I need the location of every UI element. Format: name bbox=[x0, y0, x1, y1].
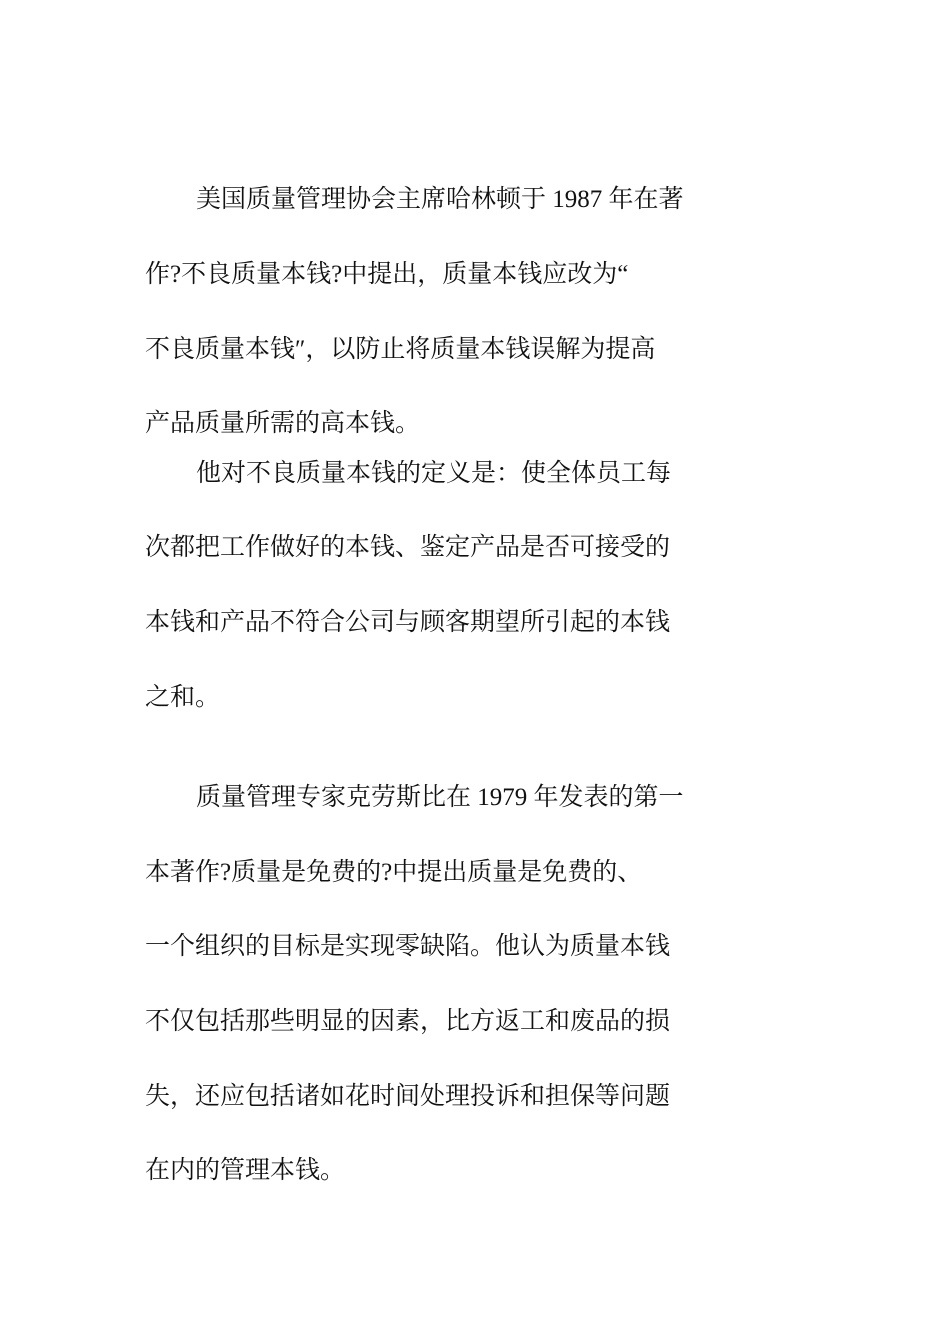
paragraph-line: 不良质量本钱″，以防止将质量本钱误解为提高 bbox=[145, 336, 656, 363]
paragraph-line: 不仅包括那些明显的因素，比方返工和废品的损 bbox=[145, 1008, 671, 1035]
paragraph-line: 次都把工作做好的本钱、鉴定产品是否可接受的 bbox=[145, 534, 671, 561]
paragraph-line: 本钱和产品不符合公司与顾客期望所引起的本钱 bbox=[145, 609, 671, 636]
paragraph-line: 之和。 bbox=[145, 684, 221, 711]
paragraph-line: 失，还应包括诸如花时间处理投诉和担保等问题 bbox=[145, 1083, 671, 1110]
paragraph-line: 产品质量所需的高本钱。 bbox=[145, 410, 421, 437]
paragraph-line: 一个组织的目标是实现零缺陷。他认为质量本钱 bbox=[145, 933, 671, 960]
paragraph-line: 质量管理专家克劳斯比在 1979 年发表的第一 bbox=[196, 784, 684, 811]
paragraph-line: 他对不良质量本钱的定义是：使全体员工每 bbox=[196, 460, 672, 487]
paragraph-line: 本著作?质量是免费的?中提出质量是免费的、 bbox=[145, 859, 643, 886]
paragraph-line: 美国质量管理协会主席哈林顿于 1987 年在著 bbox=[196, 186, 684, 213]
paragraph-line: 作?不良质量本钱?中提出，质量本钱应改为“ bbox=[145, 261, 629, 288]
paragraph-line: 在内的管理本钱。 bbox=[145, 1157, 346, 1184]
